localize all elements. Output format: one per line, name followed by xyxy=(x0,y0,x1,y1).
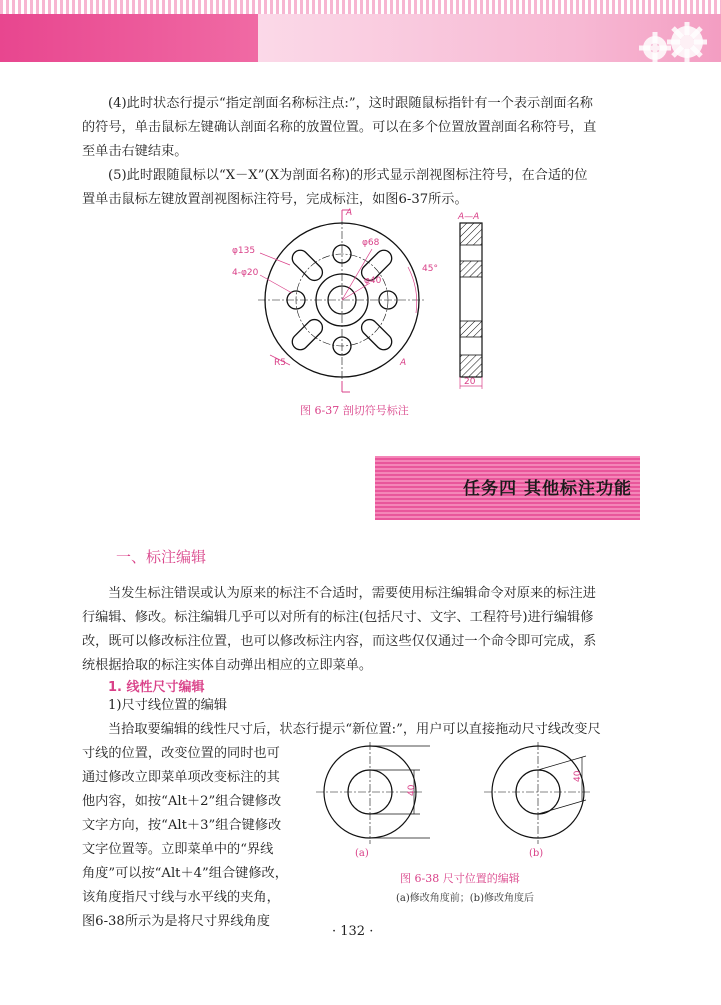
figure-6-38-caption: 图 6-38 尺寸位置的编辑 xyxy=(400,872,520,885)
dim-4phi20: 4-φ20 xyxy=(232,268,259,278)
label-section: A—A xyxy=(458,212,480,222)
figure-6-37-drawing xyxy=(230,205,500,395)
subsection-line-5: 文字方向，按“Alt＋3”组合键修改 xyxy=(82,818,282,833)
figure-6-38-drawing xyxy=(310,742,640,862)
header-stripes xyxy=(0,0,721,14)
subsection-item-1: 1)尺寸线位置的编辑 xyxy=(108,698,228,713)
figure-6-38-label-b: (b) xyxy=(529,848,544,859)
paragraph-4-line-3: 至单击右键结束。 xyxy=(82,144,188,159)
paragraph-4-line-2: 的符号，单击鼠标左键确认剖面名称的放置位置。可以在多个位置放置剖面名称符号，直 xyxy=(82,120,597,135)
subsection-line-2: 寸线的位置，改变位置的同时也可 xyxy=(82,746,280,761)
dim-45deg: 45° xyxy=(422,264,438,274)
subsection-line-4: 他内容，如按“Alt＋2”组合键修改 xyxy=(82,794,282,809)
figure-6-37-caption: 图 6-37 剖切符号标注 xyxy=(300,404,409,417)
dim-phi40: φ40 xyxy=(364,276,382,286)
slot-1 xyxy=(289,247,326,284)
subsection-line-7: 角度”可以按“Alt＋4”组合键修改， xyxy=(82,866,288,881)
dim-phi135: φ135 xyxy=(232,246,256,256)
label-a-bottom: A xyxy=(400,358,407,368)
dim-20: 20 xyxy=(464,377,476,387)
dim-r5: R5 xyxy=(274,358,286,368)
section-para-line-4: 统根据拾取的标注实体自动弹出相应的立即菜单。 xyxy=(82,658,373,673)
section-para-line-2: 行编辑、修改。标注编辑几乎可以对所有的标注(包括尺寸、文字、工程符号)进行编辑修 xyxy=(82,610,594,625)
section-outline xyxy=(460,223,482,377)
paragraph-5-line-2: 置单击鼠标左键放置剖视图标注符号，完成标注，如图6-37所示。 xyxy=(82,192,468,207)
subsection-line-3: 通过修改立即菜单项改变标注的其 xyxy=(82,770,280,785)
subsection-line-9: 图6-38所示为是将尺寸界线角度 xyxy=(82,914,270,929)
header-left-band xyxy=(0,14,258,62)
slot-4 xyxy=(289,316,326,353)
label-a-top: A xyxy=(346,208,353,218)
slot-2 xyxy=(358,316,395,353)
task-banner xyxy=(375,456,640,520)
dim-a: 40 xyxy=(407,784,417,796)
figure-6-38-label-a: (a) xyxy=(355,848,369,859)
section-para-line-1: 当发生标注错误或认为原来的标注不合适时，需要使用标注编辑命令对原来的标注进 xyxy=(108,586,596,601)
paragraph-5-line-1: (5)此时跟随鼠标以“X－X”(X为剖面名称)的形式显示剖视图标注符号，在合适的位 xyxy=(108,168,588,183)
dim-b: 40 xyxy=(573,770,583,782)
subsection-line-1: 当拾取要编辑的线性尺寸后，状态行提示“新位置:”，用户可以直接拖动尺寸线改变尺 xyxy=(108,722,601,737)
section-heading: 一、标注编辑 xyxy=(116,548,207,566)
subsection-line-8: 该角度指尺寸线与水平线的夹角， xyxy=(82,890,280,905)
subsection-heading: 1. 线性尺寸编辑 xyxy=(108,680,205,695)
task-title: 任务四 其他标注功能 xyxy=(463,479,632,499)
figure-6-38-sub-caption: (a)修改角度前；(b)修改角度后 xyxy=(396,893,534,904)
dim-phi68: φ68 xyxy=(362,238,380,248)
gear-icon xyxy=(625,18,715,62)
section-para-line-3: 改，既可以修改标注位置，也可以修改标注内容，而这些仅仅通过一个命令即可完成，系 xyxy=(82,634,597,649)
subsection-line-6: 文字位置等。立即菜单中的“界线 xyxy=(82,842,274,857)
page-header xyxy=(0,0,721,64)
paragraph-4-line-1: (4)此时状态行提示“指定剖面名称标注点:”，这时跟随鼠标指针有一个表示剖面名称 xyxy=(108,96,593,111)
page-number: · 132 · xyxy=(332,924,374,939)
